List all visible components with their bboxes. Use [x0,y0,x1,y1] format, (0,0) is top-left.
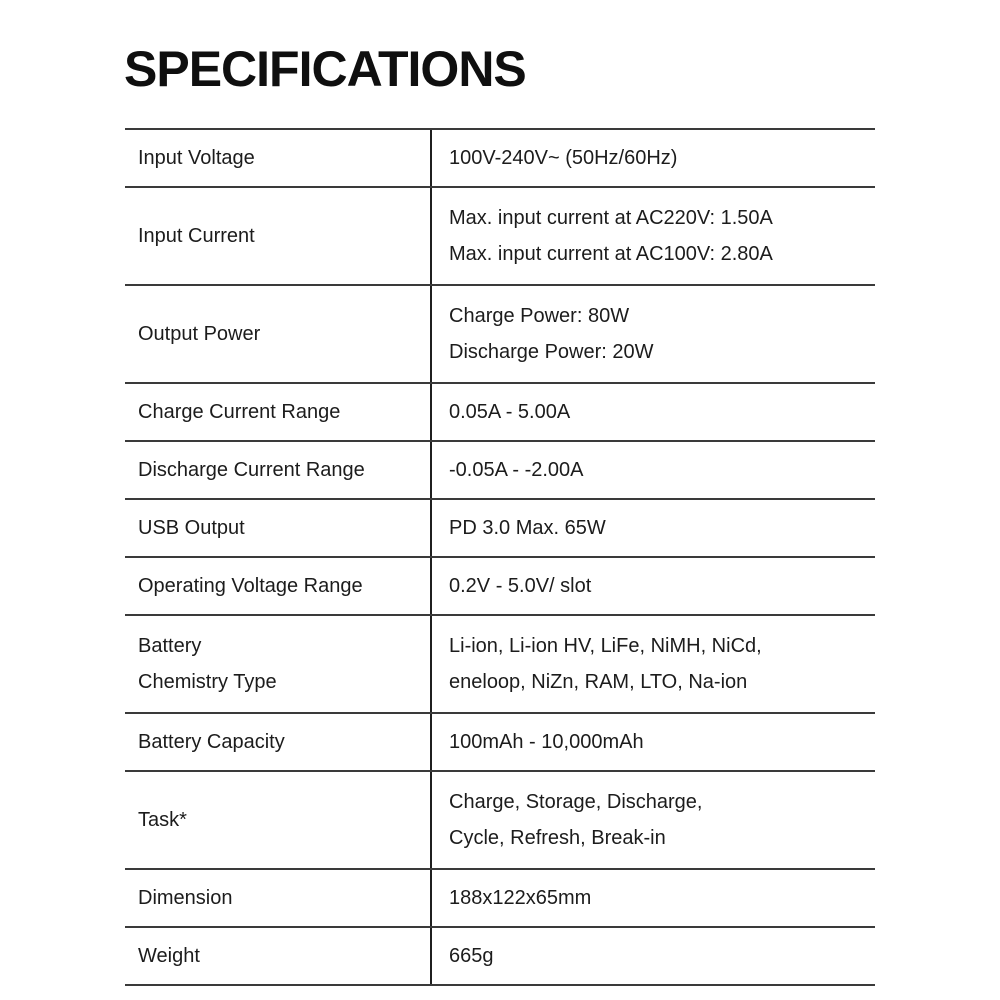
spec-label-line: Discharge Current Range [138,459,365,481]
spec-value-line: Charge, Storage, Discharge, [449,791,703,813]
table-row [125,772,875,870]
spec-label [125,928,432,984]
spec-value-line: Li-ion, Li-ion HV, LiFe, NiMH, NiCd, [449,635,762,657]
spec-label [125,500,432,556]
spec-value-line: eneloop, NiZn, RAM, LTO, Na-ion [449,671,748,693]
spec-value-line: Cycle, Refresh, Break-in [449,827,666,849]
spec-value-line: 665g [449,945,494,967]
spec-label-line: Chemistry Type [138,671,277,693]
spec-value-line: 0.05A - 5.00A [449,401,571,423]
table-row [125,870,875,928]
spec-value [432,714,875,770]
spec-value-line: Max. input current at AC220V: 1.50A [449,207,773,229]
table-row [125,384,875,442]
spec-value-line: -0.05A - -2.00A [449,459,584,481]
spec-value-line: Max. input current at AC100V: 2.80A [449,243,773,265]
spec-value [432,500,875,556]
spec-label-line: Input Current [138,225,255,247]
spec-label-line: Battery Capacity [138,731,285,753]
spec-label [125,442,432,498]
spec-value [432,870,875,926]
spec-value-line: Discharge Power: 20W [449,341,654,363]
spec-label [125,714,432,770]
spec-label [125,616,432,712]
table-row [125,286,875,384]
spec-value-line: 100V-240V~ (50Hz/60Hz) [449,147,678,169]
table-row [125,130,875,188]
spec-value [432,286,875,382]
spec-label-line: Charge Current Range [138,401,341,423]
table-row [125,188,875,286]
spec-value [432,616,875,712]
table-row [125,500,875,558]
spec-value-line: PD 3.0 Max. 65W [449,517,606,539]
spec-value [432,130,875,186]
spec-value [432,772,875,868]
spec-label-line: Input Voltage [138,147,255,169]
spec-label [125,286,432,382]
spec-label [125,870,432,926]
spec-value-line: 0.2V - 5.0V/ slot [449,575,592,597]
spec-value [432,188,875,284]
table-row [125,714,875,772]
spec-label [125,188,432,284]
spec-label-line: Weight [138,945,200,967]
spec-label-line: Dimension [138,887,233,909]
spec-value [432,928,875,984]
spec-value-line: 188x122x65mm [449,887,592,909]
table-row [125,616,875,714]
spec-value-line: Charge Power: 80W [449,305,630,327]
spec-label-line: USB Output [138,517,245,539]
spec-label-line: Operating Voltage Range [138,575,363,597]
spec-label-line: Battery [138,635,202,657]
spec-value [432,442,875,498]
spec-value-line: 100mAh - 10,000mAh [449,731,644,753]
spec-label [125,130,432,186]
page-title: SPECIFICATIONS [124,41,526,97]
specifications-table [125,128,875,986]
spec-label-line: Output Power [138,323,261,345]
table-row [125,442,875,500]
table-row [125,928,875,986]
spec-label-line: Task* [138,809,187,831]
spec-label [125,558,432,614]
table-row [125,558,875,616]
spec-label [125,384,432,440]
spec-label [125,772,432,868]
spec-value [432,384,875,440]
spec-value [432,558,875,614]
